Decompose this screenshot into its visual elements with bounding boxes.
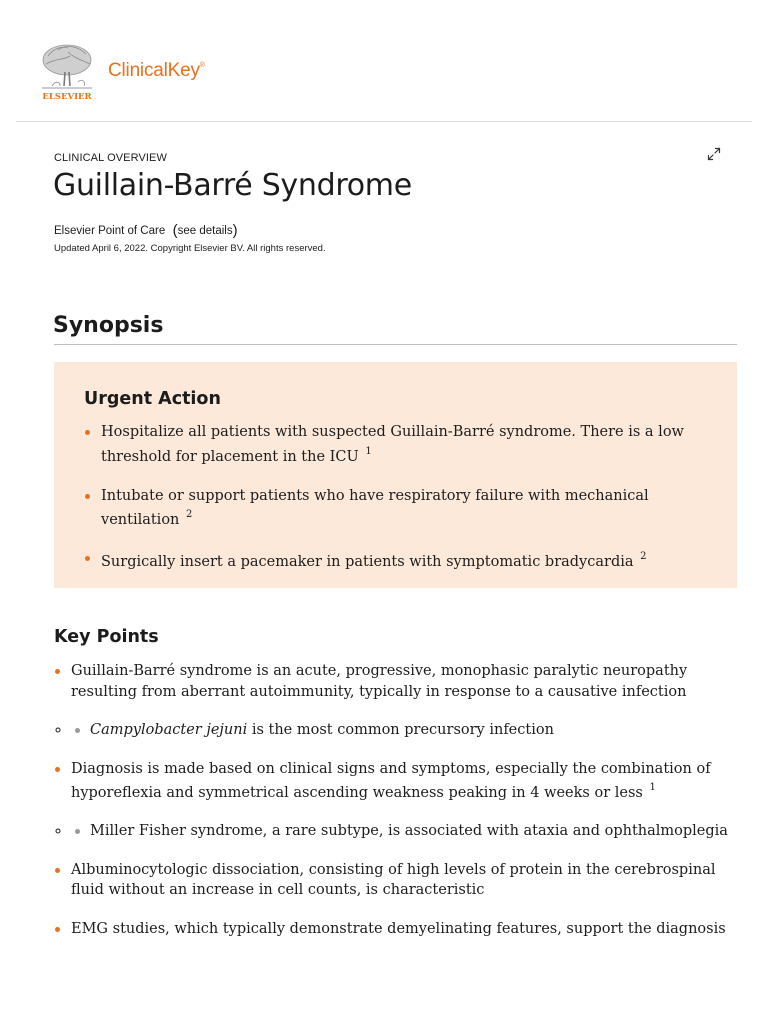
synopsis-heading: Synopsis (53, 313, 164, 338)
urgent-action-heading: Urgent Action (84, 389, 221, 409)
key-point-item: Guillain-Barré syndrome is an acute, progressive, monophasic paralytic neuropathy resulting from aberrant autoimmunity, typically in response to a causative infection ◦ Campylobacter jejuni is the most common precursory infection (54, 661, 744, 741)
page-header (0, 0, 768, 122)
key-point-sublist (71, 821, 744, 842)
urgent-action-item: Surgically insert a pacemaker in patients with symptomatic bradycardia $^2$ (84, 548, 714, 572)
key-points-heading: Key Points (54, 627, 159, 647)
header-divider (16, 121, 752, 122)
article-type-label: CLINICAL OVERVIEW (54, 152, 167, 164)
key-points-list (54, 661, 744, 957)
reference-link[interactable]: 2 (186, 509, 193, 521)
elsevier-wordmark: ELSEVIER (42, 92, 92, 102)
expand-icon[interactable] (706, 146, 722, 162)
key-point-sublist (71, 720, 744, 741)
key-point-item: EMG studies, which typically demonstrate demyelinating features, support the diagnosis (54, 919, 744, 940)
key-point-item: Albuminocytologic dissociation, consisting of high levels of protein in the cerebrospinal fluid without an increase in cell counts, is characteristic (54, 860, 744, 901)
updated-copyright: Updated April 6, 2022. Copyright Elsevier BV. All rights reserved. (54, 243, 326, 254)
source-name: Elsevier Point of Care (54, 225, 166, 237)
source-line: Elsevier Point of Care (see details) (54, 222, 238, 239)
page-title: Guillain-Barré Syndrome (53, 168, 412, 203)
key-point-item: Diagnosis is made based on clinical signs and symptoms, especially the combination of hyporeflexia and symmetrical ascending weakness peaking in 4 weeks or less $^1$ ◦ Miller Fisher syndrome, a rare subtype, is associated with ataxia and ophthalmoplegia (54, 759, 744, 842)
reference-link[interactable]: 1 (365, 445, 372, 457)
urgent-action-panel (54, 362, 737, 588)
urgent-action-item: Intubate or support patients who have respiratory failure with mechanical ventilation $^2$ (84, 486, 714, 531)
see-details-link[interactable]: see details (177, 225, 233, 237)
clinicalkey-logo[interactable]: ClinicalKey® (108, 60, 205, 81)
urgent-action-item: Hospitalize all patients with suspected Guillain-Barré syndrome. There is a low threshold for placement in the ICU $^1$ (84, 422, 714, 467)
elsevier-tree-logo-icon (38, 42, 96, 102)
key-point-subitem: ◦ Campylobacter jejuni is the most common precursory infection (71, 720, 744, 741)
urgent-action-list (84, 422, 714, 572)
synopsis-divider (54, 344, 737, 345)
reference-link[interactable]: 2 (640, 550, 647, 562)
key-point-subitem: ◦ Miller Fisher syndrome, a rare subtype, is associated with ataxia and ophthalmoplegia (71, 821, 744, 842)
reference-link[interactable]: 1 (649, 782, 656, 793)
